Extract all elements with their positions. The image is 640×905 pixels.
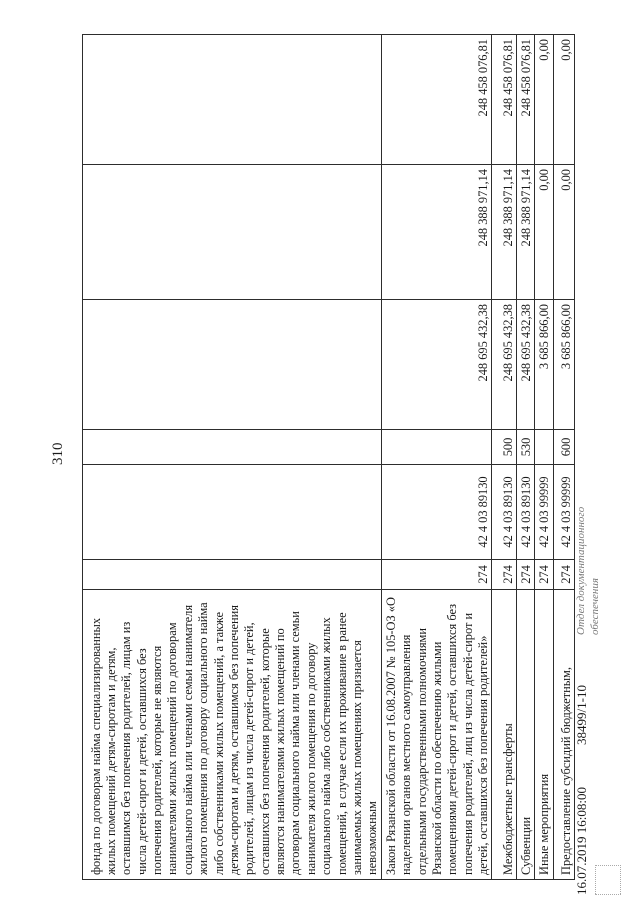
budget-table (82, 34, 575, 880)
row-grbs (83, 560, 382, 590)
row-grbs: 274 (492, 560, 516, 590)
footer-document-id: 38499/1-10 (574, 685, 589, 745)
row-value-2: 248 388 971,14 (492, 165, 516, 300)
row-value-3: 0,00 (535, 35, 553, 165)
row-target-article: 42 4 03 89130 (492, 465, 516, 560)
table-row (83, 35, 382, 880)
row-value-2: 248 388 971,14 (381, 165, 492, 300)
row-expense-type (381, 430, 492, 465)
row-value-1 (83, 300, 382, 430)
row-value-2: 0,00 (553, 165, 574, 300)
row-grbs: 274 (553, 560, 574, 590)
table-row (516, 35, 534, 880)
row-value-2 (83, 165, 382, 300)
row-value-3: 248 458 076,81 (381, 35, 492, 165)
row-target-article: 42 4 03 99999 (535, 465, 553, 560)
footer-datetime: 16.07.2019 16:08:00 (574, 787, 589, 895)
stamp-line-1: Отдел документационного (575, 506, 587, 635)
row-target-article (83, 465, 382, 560)
row-target-article: 42 4 03 89130 (381, 465, 492, 560)
row-value-3: 0,00 (553, 35, 574, 165)
row-name: фонда по договорам найма специализированных жилых помещений детям-сиротам и детям, оставшимся без попечения родителей, лицам из числа детей-сирот и детей, оставшихся без попечения родителей, которые не являются нанимателями жилых помещений по договорам социального найма или членами семьи нанимателя жилого помещения по договору социального найма либо собственниками жилых помещений, а также детям-сиротам и детям, оставшимся без попечения родителей, лицам из числа детей-сирот и детей, оставшихся без попечения родителей, которые являются нанимателями жилых помещений по договорам социального найма или членами семьи нанимателя жилого помещения по договору социального найма либо собственниками жилых помещений, в случае если их проживание в ранее занимаемых жилых помещениях признается невозможным (83, 590, 382, 880)
row-name: Закон Рязанской области от 16.08.2007 № 105-ОЗ «О наделении органов местного самоуправления отдельными государственными полномочиями Рязанской области по обеспечению жилыми помещениями детей-сирот и детей, оставшихся без попечения родителей, лиц из числа детей-сирот и детей, оставшихся без попечения родителей» (381, 590, 492, 880)
page-number: 310 (50, 442, 66, 465)
row-value-2: 248 388 971,14 (516, 165, 534, 300)
row-value-1: 248 695 432,38 (516, 300, 534, 430)
row-name: Межбюджетные трансферты (492, 590, 516, 880)
row-expense-type: 500 (492, 430, 516, 465)
table-row (553, 35, 574, 880)
row-value-3: 248 458 076,81 (492, 35, 516, 165)
row-value-3 (83, 35, 382, 165)
row-value-1: 248 695 432,38 (492, 300, 516, 430)
row-value-2: 0,00 (535, 165, 553, 300)
department-stamp (575, 507, 603, 635)
row-grbs: 274 (535, 560, 553, 590)
row-target-article: 42 4 03 89130 (516, 465, 534, 560)
row-grbs: 274 (381, 560, 492, 590)
row-name: Иные мероприятия (535, 590, 553, 880)
table-row (535, 35, 553, 880)
row-value-3: 248 458 076,81 (516, 35, 534, 165)
row-expense-type (83, 430, 382, 465)
table-row (381, 35, 492, 880)
row-expense-type (535, 430, 553, 465)
row-target-article: 42 4 03 99999 (553, 465, 574, 560)
row-grbs: 274 (516, 560, 534, 590)
stamp-line-2: обеспечения (588, 578, 601, 635)
row-expense-type: 600 (553, 430, 574, 465)
row-value-1: 3 685 866,00 (535, 300, 553, 430)
row-value-1: 248 695 432,38 (381, 300, 492, 430)
row-expense-type: 530 (516, 430, 534, 465)
row-name: Субвенции (516, 590, 534, 880)
row-value-1: 3 685 866,00 (553, 300, 574, 430)
row-name: Предоставление субсидий бюджетным, (553, 590, 574, 880)
table-row (492, 35, 516, 880)
barcode-mark (595, 865, 621, 895)
